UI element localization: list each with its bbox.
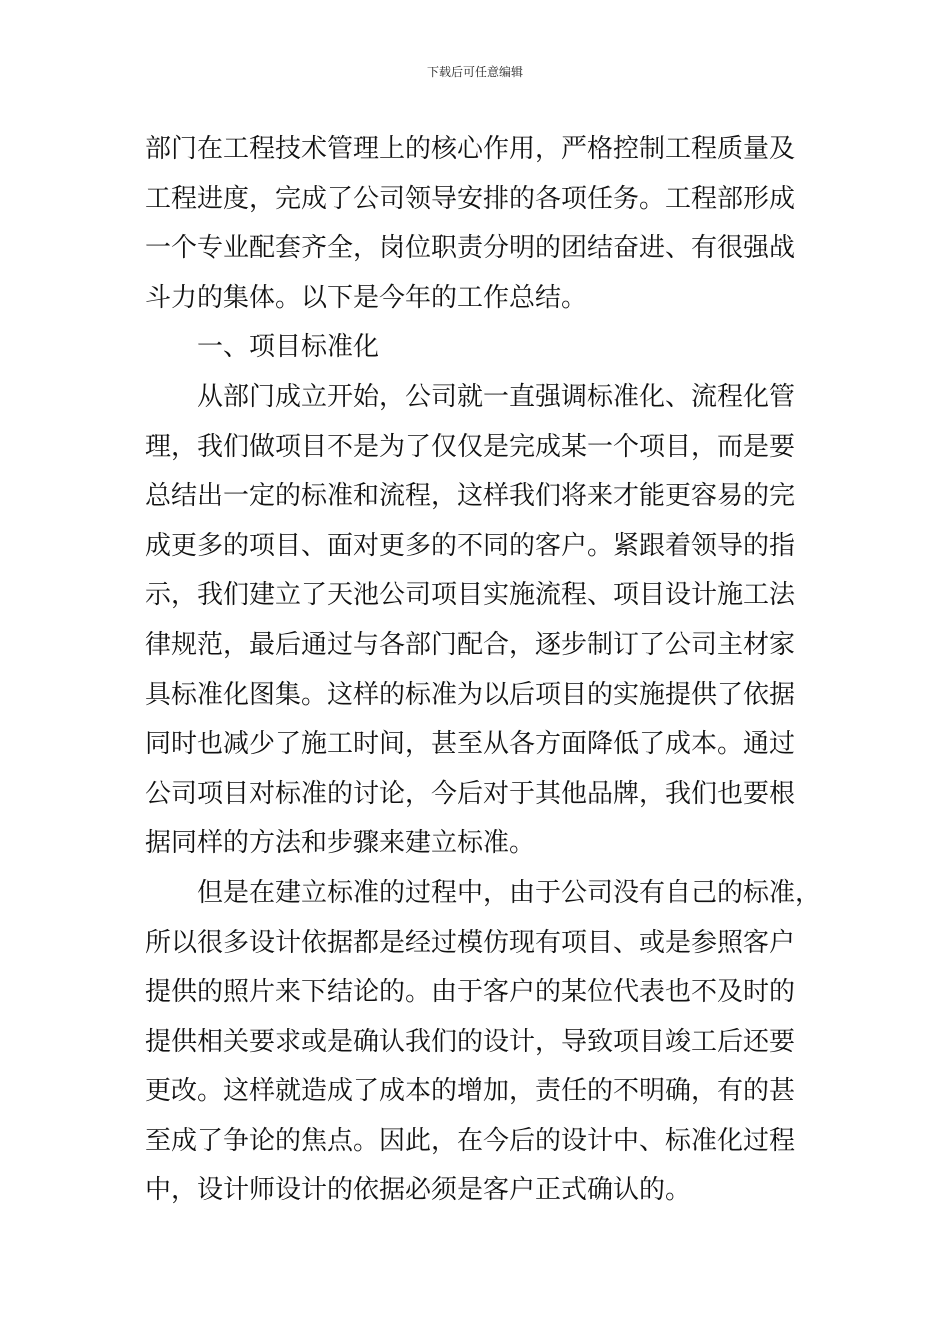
- text-line: 但是在建立标准的过程中，由于公司没有自己的标准，: [197, 877, 822, 908]
- text-line: 部门在工程技术管理上的核心作用，严格控制工程质量及: [145, 134, 796, 164]
- section-heading: 一、项目标准化: [197, 332, 380, 363]
- text-line: 提供的照片来下结论的。由于客户的某位代表也不及时的: [145, 977, 796, 1008]
- text-line: 据同样的方法和步骤来建立标准。: [145, 828, 536, 859]
- text-line: 中，设计师设计的依据必须是客户正式确认的。: [145, 1175, 692, 1206]
- text-line: 工程进度，完成了公司领导安排的各项任务。工程部形成: [145, 183, 796, 214]
- text-line: 一个专业配套齐全，岗位职责分明的团结奋进、有很强战: [145, 233, 796, 264]
- text-line: 律规范，最后通过与各部门配合，逐步制订了公司主材家: [145, 629, 796, 660]
- text-line: 至成了争论的焦点。因此，在今后的设计中、标准化过程: [145, 1125, 796, 1156]
- text-line: 公司项目对标准的讨论，今后对于其他品牌，我们也要根: [145, 778, 796, 809]
- text-line: 示，我们建立了天池公司项目实施流程、项目设计施工法: [145, 580, 796, 611]
- text-line: 提供相关要求或是确认我们的设计，导致项目竣工后还要: [145, 1026, 796, 1057]
- text-line: 所以很多设计依据都是经过模仿现有项目、或是参照客户: [145, 927, 796, 958]
- text-line: 斗力的集体。以下是今年的工作总结。: [145, 282, 588, 313]
- page-header: 下载后可任意编辑: [426, 65, 523, 79]
- document-body: [145, 125, 835, 1216]
- text-line: 成更多的项目、面对更多的不同的客户。紧跟着领导的指: [145, 530, 796, 561]
- text-line: 从部门成立开始，公司就一直强调标准化、流程化管: [197, 381, 796, 412]
- text-line: 总结出一定的标准和流程，这样我们将来才能更容易的完: [145, 481, 796, 512]
- text-line: 理，我们做项目不是为了仅仅是完成某一个项目，而是要: [145, 431, 796, 462]
- text-line: 更改。这样就造成了成本的增加，责任的不明确，有的甚: [145, 1076, 796, 1107]
- text-line: 具标准化图集。这样的标准为以后项目的实施提供了依据: [145, 679, 796, 710]
- text-line: 同时也减少了施工时间，甚至从各方面降低了成本。通过: [145, 729, 796, 760]
